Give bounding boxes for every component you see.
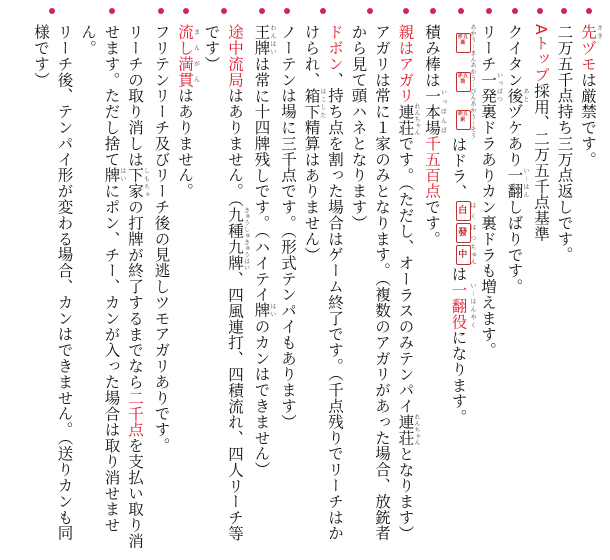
rule-text: はドラ、 — [449, 136, 468, 200]
furigana: はい — [269, 302, 276, 319]
rule-text: しばりです。 — [505, 198, 524, 295]
rule-text: 先 — [579, 24, 597, 40]
rule-text: 牌 — [102, 167, 121, 184]
furigana: い－はんやく — [469, 281, 476, 330]
rule-text: 採用、二万五千点基準 — [532, 82, 550, 242]
rule-text: ヅケあり — [505, 103, 524, 168]
ruby-term — [302, 87, 326, 120]
bullet-icon — [486, 8, 492, 14]
rule-text: フリテンリーチ及びリーチ後の見逃しツモアガリありです。 — [152, 24, 171, 454]
rule-text: のカンはできません） — [252, 318, 271, 478]
furigana: あかう－ぴん — [469, 62, 476, 101]
rule-text: となります） — [396, 445, 415, 542]
bullet-icon — [109, 8, 115, 14]
mahjong-tile-icon: 白 — [456, 201, 471, 221]
bullet-icon — [221, 8, 227, 14]
rule-text: 連荘 — [396, 103, 415, 136]
bullet-icon — [367, 8, 373, 14]
bullet-icon — [586, 8, 592, 14]
furigana: ちゅん — [469, 243, 476, 266]
rule-item — [576, 6, 603, 554]
rule-text: 連荘 — [396, 413, 415, 446]
furigana: れんちゃん — [413, 103, 420, 136]
rule-text: 二万五千点持ち三万点返しです。 — [555, 24, 574, 263]
highlight-text: 千五百点 — [423, 135, 441, 199]
furigana: きゅうしゅきゅうはい — [242, 207, 250, 272]
rule-item — [29, 6, 76, 554]
highlight-text: 途中流局 — [226, 24, 244, 88]
bullet-icon — [158, 8, 164, 14]
ruby-term — [396, 413, 420, 446]
rule-text: は — [449, 265, 468, 282]
rule-text: ノーテンは場に三千点です。（形式テンパイもあります） — [279, 24, 297, 430]
mahjong-tile-icon: 發 — [456, 223, 471, 243]
rule-item — [420, 6, 447, 554]
ruby-term — [102, 167, 126, 184]
ruby-term — [226, 207, 250, 272]
tile-face: 赤五索 — [457, 111, 469, 124]
rule-text: になります。 — [449, 329, 468, 425]
ruby-term — [126, 167, 150, 199]
rule-text: 精算はありません） — [302, 119, 321, 263]
furigana: あかう－まん — [469, 24, 476, 63]
rule-text: リーチの取り消しは — [126, 24, 144, 168]
highlight-text: 二千点 — [126, 389, 144, 438]
rule-text: リーチ — [479, 24, 497, 72]
rule-text: はありません。 — [176, 87, 194, 199]
furigana: あかう－そう — [469, 100, 476, 140]
rule-text: は厳禁です。 — [579, 71, 597, 168]
bullet-icon — [49, 8, 55, 14]
rule-text: 九種九牌 — [226, 207, 244, 272]
rule-text: 王牌 — [252, 24, 271, 56]
ruby-term — [176, 24, 200, 88]
rule-item — [552, 6, 576, 554]
ruby-term — [252, 24, 276, 56]
bullet-icon — [183, 8, 189, 14]
ruby-term — [579, 24, 603, 40]
furigana: はく — [469, 199, 476, 222]
rule-text: 流し満貫 — [176, 24, 194, 88]
rule-item — [502, 6, 529, 554]
bullet-icon — [430, 8, 436, 14]
bullet-icon — [403, 8, 409, 14]
furigana: あと — [522, 87, 529, 104]
bullet-icon — [458, 8, 464, 14]
rule-item — [276, 6, 300, 554]
rule-text: です。 — [423, 198, 441, 247]
rule-item — [529, 6, 553, 554]
rule-text: です。（ただし、オーラスのみテンパイ — [396, 135, 415, 414]
ruby-term — [252, 302, 276, 319]
ruby-term — [449, 281, 476, 330]
furigana: はこした — [319, 87, 326, 120]
rule-text: 裏ドラありカン裏ドラも増えます。 — [479, 103, 497, 358]
ruby-term — [505, 167, 529, 199]
rule-item — [173, 6, 200, 554]
rule-text: はありません。（ — [226, 87, 244, 208]
rule-item — [393, 6, 420, 554]
furigana: さき — [595, 24, 603, 40]
rule-text: 一翻 — [505, 167, 524, 199]
furigana: まんがん — [192, 24, 200, 88]
rule-item — [76, 6, 150, 554]
rule-item — [346, 6, 393, 554]
rule-text: の打牌が終了するまでなら — [126, 198, 144, 390]
ruby-term — [423, 87, 447, 136]
highlight-text: ドボン — [326, 24, 344, 72]
highlight-text: Aトップ — [532, 24, 550, 83]
rule-text: 積み棒は — [423, 24, 441, 88]
rule-text: にポン、チー、カンが入った場合は取り消せません。 — [79, 24, 121, 533]
rule-text: を支払い取り消せます。ただし捨て — [102, 24, 144, 549]
ruby-term — [396, 103, 420, 136]
bullet-icon — [284, 8, 290, 14]
bullet-icon — [259, 8, 265, 14]
furigana: れんちゃん — [413, 413, 420, 446]
bullet-icon — [561, 8, 567, 14]
rule-text: 一本場 — [423, 87, 441, 136]
rule-text: クイタン — [505, 24, 524, 88]
furigana: はつ — [469, 221, 476, 244]
furigana: はい — [119, 167, 126, 183]
highlight-text: 親はアガリ — [396, 24, 415, 104]
furigana: しもちゃ — [142, 167, 150, 199]
rule-text: 、持ち点を割った場合はゲーム終了です。（千点残りでリーチはかけられ、 — [302, 24, 344, 541]
bullet-icon — [512, 8, 518, 14]
rule-text: 箱下 — [302, 87, 321, 120]
bullet-icon — [320, 8, 326, 14]
rule-text: アガリは常に１家のみとなります。（複数のアガリがあった場合、放銃者から見て頭ハネとなります） — [349, 24, 391, 541]
rule-text: 、四風連打、四積流れ、四人リーチ等です） — [202, 24, 244, 542]
rule-item — [299, 6, 346, 554]
bullet-icon — [537, 8, 543, 14]
rule-item — [476, 6, 503, 554]
rule-item — [446, 6, 476, 554]
ruby-term — [479, 71, 503, 104]
rule-item — [149, 6, 173, 554]
rule-text: 下家 — [126, 167, 144, 199]
ruby-term — [505, 87, 529, 104]
rule-text: 牌 — [252, 302, 271, 319]
rule-text: は常に十四牌残しです。（ハイテイ — [252, 55, 271, 303]
rule-text: 一発 — [479, 71, 497, 104]
furigana: い－はん — [522, 167, 529, 199]
tile-face: 赤五萬 — [457, 34, 469, 47]
furigana: わんはい — [269, 24, 276, 56]
rule-text: リーチ後、テンパイ形が変わる場合、カンはできません。（送りカンも同様です） — [32, 24, 74, 541]
rule-text: 後 — [505, 87, 524, 104]
tile-face: 赤五筒 — [457, 72, 469, 85]
highlight-text: ヅモ — [579, 39, 597, 72]
rule-item — [249, 6, 276, 554]
furigana: いっぱつ — [495, 71, 503, 104]
rule-item — [199, 6, 249, 554]
rule-text: 一翻役 — [449, 281, 468, 330]
furigana: いっぽんば — [439, 87, 447, 136]
mahjong-tile-icon: 中 — [456, 245, 471, 265]
